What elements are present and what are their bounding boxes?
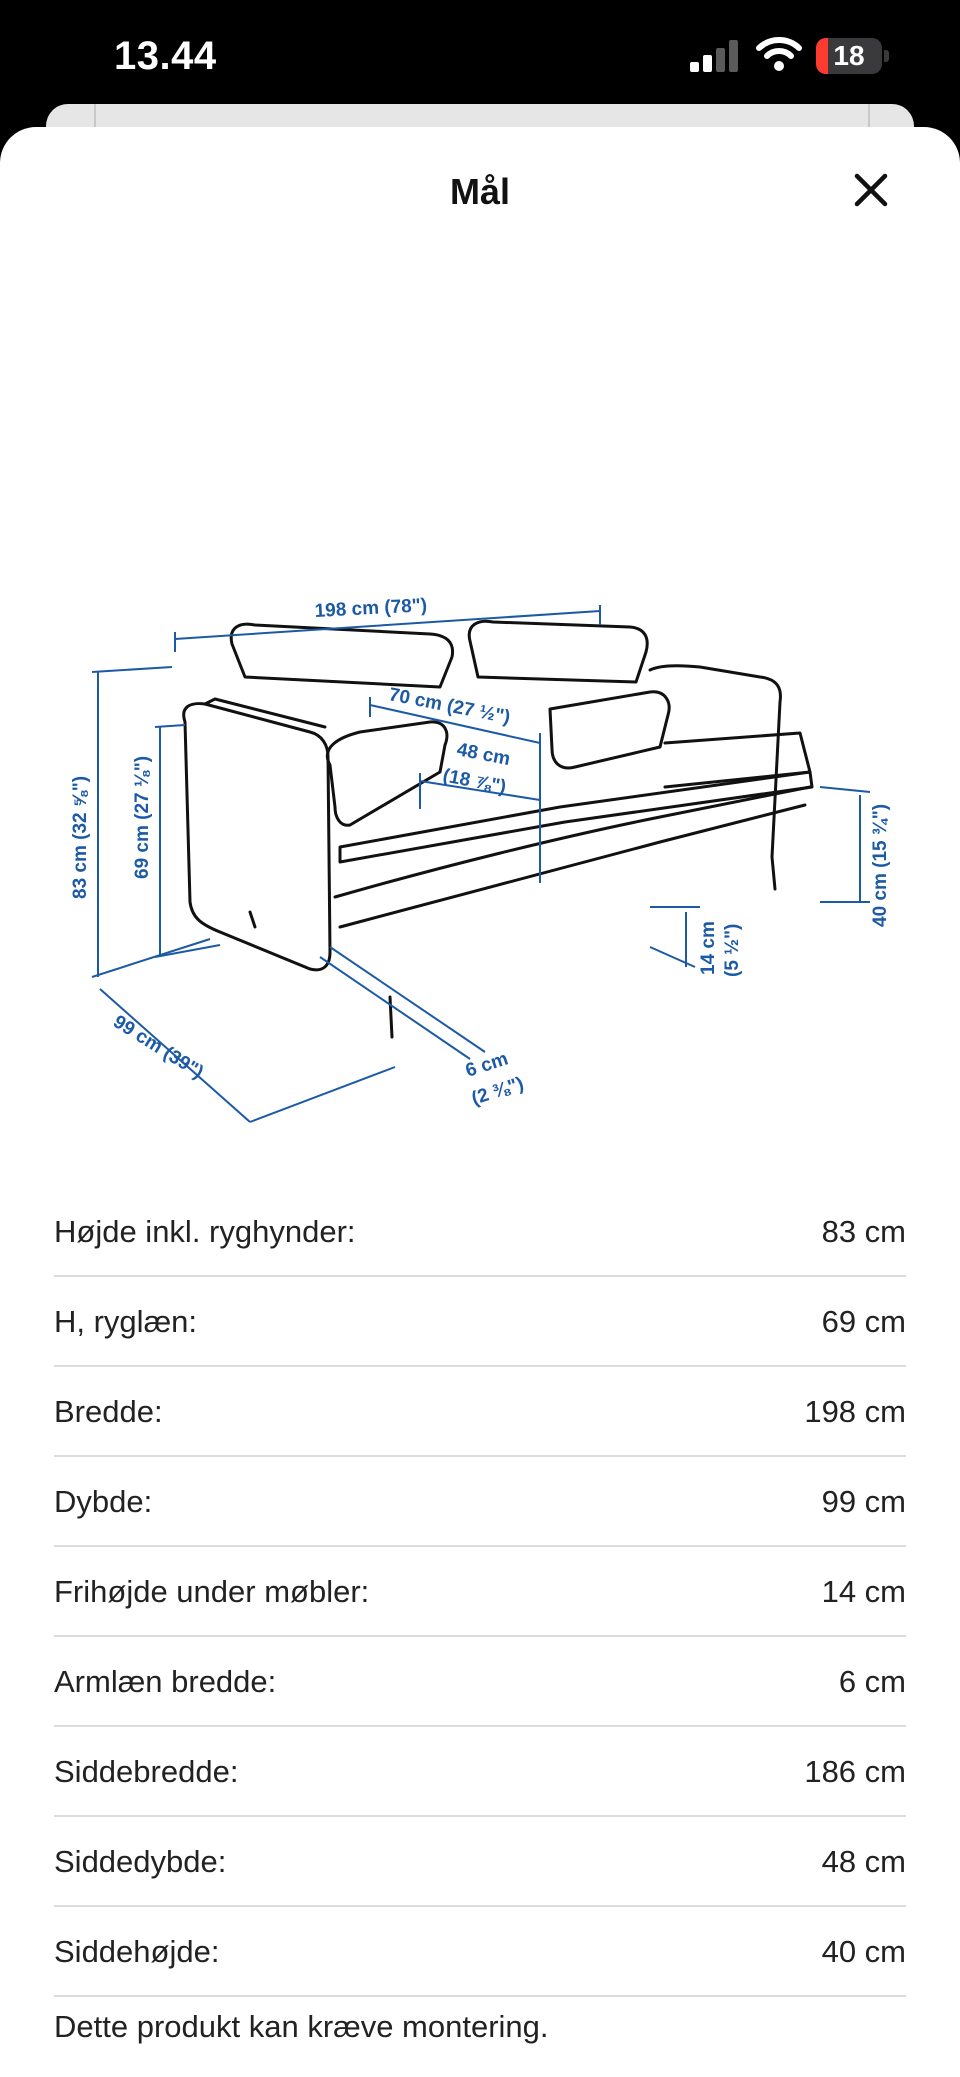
dimension-lines: [92, 605, 870, 1122]
width-dimension-label: 198 cm (78"): [314, 595, 428, 622]
back-height-dimension-label: 69 cm (27 ⅛"): [132, 755, 153, 879]
total-height-dimension-label: 83 cm (32 ⅝"): [70, 775, 91, 899]
battery-indicator: [816, 38, 890, 74]
dimension-label: Siddebredde:: [54, 1754, 239, 1789]
dimension-label: Højde inkl. ryghynder:: [54, 1214, 356, 1249]
wifi-icon: [756, 36, 802, 72]
dimension-row: [54, 1547, 906, 1637]
dimension-value: 69 cm: [821, 1304, 906, 1339]
clearance-in-label: (5 ½"): [722, 923, 743, 977]
sheet-title: Mål: [449, 171, 510, 212]
dimension-value: 83 cm: [821, 1214, 906, 1249]
dimension-row: [54, 1727, 906, 1817]
depth-dimension-label: 99 cm (39"): [109, 1011, 207, 1084]
dimension-labels: [70, 595, 891, 1110]
dimension-label: Siddedybde:: [54, 1844, 227, 1879]
dimension-label: Frihøjde under møbler:: [54, 1574, 370, 1609]
dimension-value: 40 cm: [821, 1934, 906, 1969]
cellular-signal-icon: [690, 40, 742, 72]
clearance-cm-label: 14 cm: [698, 921, 719, 975]
dimension-value: 48 cm: [821, 1844, 906, 1879]
battery-percentage: 18: [833, 40, 865, 71]
dimensions-list: [54, 1187, 906, 1997]
dimension-row: [54, 1637, 906, 1727]
dimension-value: 186 cm: [804, 1754, 906, 1789]
seat-width-dimension-label: 70 cm (27 ½"): [387, 684, 512, 729]
dimension-label: Siddehøjde:: [54, 1934, 220, 1969]
dimension-value: 99 cm: [821, 1484, 906, 1519]
sofa-dimension-diagram: [0, 427, 960, 1147]
dimensions-sheet: [0, 127, 960, 2077]
dimension-row: [54, 1367, 906, 1457]
dimension-label: H, ryglæn:: [54, 1304, 197, 1339]
dimension-value: 14 cm: [821, 1574, 906, 1609]
dimension-row: [54, 1277, 906, 1367]
seat-depth-cm-label: 48 cm: [455, 739, 512, 771]
seat-height-dimension-label: 40 cm (15 ¾"): [870, 803, 891, 927]
dimension-value: 6 cm: [838, 1664, 906, 1699]
status-bar: [0, 0, 960, 110]
dimension-row: [54, 1187, 906, 1277]
status-time: 13.44: [114, 34, 217, 78]
seat-depth-in-label: (18 ⅞"): [441, 765, 508, 799]
dimension-label: Dybde:: [54, 1484, 153, 1519]
armrest-in-label: (2 ⅜"): [469, 1073, 527, 1110]
dimension-row: [54, 1457, 906, 1547]
close-icon[interactable]: [846, 165, 896, 215]
dimension-value: 198 cm: [804, 1394, 906, 1429]
assembly-note: Dette produkt kan kræve montering.: [54, 2009, 549, 2044]
armrest-cm-label: 6 cm: [463, 1048, 511, 1082]
dimension-row: [54, 1817, 906, 1907]
dimension-row: [54, 1907, 906, 1997]
dimension-label: Armlæn bredde:: [54, 1664, 277, 1699]
dimension-label: Bredde:: [54, 1394, 163, 1429]
